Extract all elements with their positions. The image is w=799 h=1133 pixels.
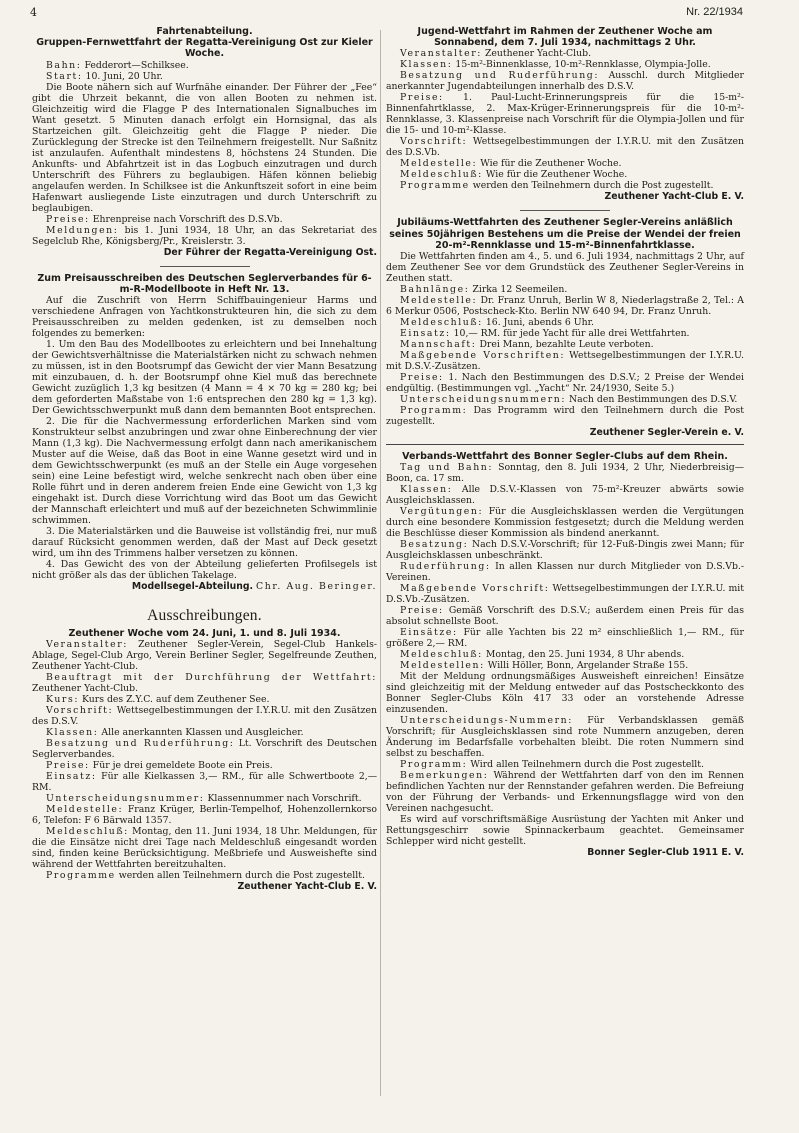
field-value: Alle D.S.V.-Klassen von 75-m²-Kreuzer abwärts sowie Ausgleichsklassen.: [386, 484, 744, 507]
field-label: Einsatz:: [46, 771, 97, 783]
field-label: Meldestelle:: [400, 158, 478, 170]
section-jubilaeums-wettfahrten: [386, 217, 744, 438]
field-klassen: [32, 727, 377, 738]
field-label: Tag und Bahn:: [400, 462, 494, 474]
field-label: Meldeschluß:: [400, 317, 483, 329]
field-value: Wird allen Teilnehmern durch die Post zugestellt.: [470, 759, 704, 771]
signature: Zeuthener Yacht-Club E. V.: [604, 191, 744, 203]
body-paragraph: 2. Die für die Nachvermessung erforderlichen Marken sind vom Konstrukteur selbst anzubringen und zwar ohne Einberechnung der vier Mann (1,3 kg). Die Nachvermessung erfolgt dann nach amerikanischem Muster auf die Weise, daß das Boot in eine Wanne gesetzt wird und in dem Gewichtsschwerpunkt (es muß an der Stelle ein Auge vorgesehen sein) eine Leine befestigt wird, welche senkrecht nach oben über eine Rolle führt und in deren anderem freien Ende eine Gewicht von 1,3 kg eingehakt ist. Durch diese Vorrichtung wird das Boot um das Gewicht der Mannschaft erleichtert und muß auf der bezeichneten Schwimmlinie schwimmen.: [32, 416, 377, 527]
field-value: Zeuthener Yacht-Club.: [32, 683, 139, 695]
field-label: Unterscheidungsnummern:: [400, 394, 567, 406]
field-label: Programme: [400, 180, 470, 192]
field-programm: [386, 759, 744, 770]
field-value: werden allen Teilnehmern durch die Post zugestellt.: [118, 870, 365, 882]
field-label: Preise:: [400, 372, 444, 384]
field-value: Ausschl. durch Mitglieder anerkannter Jugendabteilungen innerhalb des D.S.V.: [386, 70, 744, 93]
field-programm: [386, 405, 744, 427]
body-paragraph: Die Boote nähern sich auf Wurfnähe einander. Der Führer der „Fee“ gibt die Uhrzeit bekannt, die von allen Booten zu nehmen ist. Gleichzeitig wird die Flagge P des Internationalen Signalbuches im Want gesetzt. 5 Minuten danach erfolgt ein Hornsignal, das als Startzeichen gilt. Gleichzeitig geht die Flagge P nieder. Die Zurücklegung der Strecke ist den Teilnehmern freigestellt. Nur Saßnitz ist anzulaufen. Aufenthalt mindestens 8, höchstens 24 Stunden. Die Ankunfts- und Abfahrtzeit ist in das Logbuch einzutragen und durch Unterschrift des Führers zu beglaubigen. Häfen können beliebig angelaufen werden. In Schilksee ist die Ankunftszeit sofort in eine beim Hafenwart ausliegende Liste einzutragen und durch Unterschrift zu beglaubigen.: [32, 81, 377, 214]
field-label: Veranstalter:: [46, 639, 128, 651]
field-label: Vorschrift:: [400, 136, 468, 148]
field-meldestelle: [32, 804, 377, 826]
body-paragraph: Die Wettfahrten finden am 4., 5. und 6. Juli 1934, nachmittags 2 Uhr, auf dem Zeuthener See vor dem Grundstück des Zeuthener Segler-Vereins in Zeuthen statt.: [386, 251, 744, 285]
field-klassen: [386, 484, 744, 506]
field-label: Meldeschluß:: [400, 649, 483, 661]
field-besatzung: [386, 70, 744, 92]
field-veranstalter: [386, 48, 744, 59]
body-paragraph: 4. Das Gewicht des von der Abteilung gelieferten Profilsegels ist nicht größer als das der üblichen Takelage.: [32, 559, 377, 582]
field-value: Gemäß Vorschrift des D.S.V.; außerdem einen Preis für das absolut schnellste Boot.: [386, 605, 744, 628]
field-value: werden den Teilnehmern durch die Post zugestellt.: [472, 180, 714, 192]
field-value: 10. Juni, 20 Uhr.: [85, 70, 163, 82]
field-value: Wie für die Zeuthener Woche.: [485, 169, 628, 181]
field-massgebende-vorschriften: [386, 350, 744, 372]
section-ausschreibungen: [32, 606, 377, 892]
field-label: Bahnlänge:: [400, 284, 470, 296]
field-label: Einsatz:: [400, 328, 451, 340]
signature: Bonner Segler-Club 1911 E. V.: [587, 847, 744, 859]
field-value: Wie für die Zeuthener Woche.: [480, 158, 622, 170]
field-label: Vergütungen:: [400, 506, 484, 518]
field-klassen: [386, 59, 744, 70]
body-paragraph: Es wird auf vorschriftsmäßige Ausrüstung der Yachten mit Anker und Rettungsgeschirr sowie Spinnackerbaum geachtet. Gemeinsamer Schlepper wird nicht gestellt.: [386, 814, 744, 848]
field-tag-und-bahn: [386, 462, 744, 484]
field-value: Sonntag, den 8. Juli 1934, 2 Uhr, Niederbreisig—Boon, ca. 17 sm.: [386, 462, 744, 485]
field-value: Alle anerkannten Klassen und Ausgleicher.: [101, 727, 304, 739]
field-value: Zeuthener Segler-Verein, Segel-Club Hankels-Ablage, Segel-Club Argo, Verein Berliner Segler, Segelfreunde Zeuthen, Zeuthener Yacht-Club.: [32, 639, 377, 673]
field-value: Das Programm wird den Teilnehmern durch die Post zugestellt.: [386, 405, 744, 428]
field-label: Meldeschluß:: [46, 826, 129, 838]
issue-number: Nr. 22/1934: [686, 6, 743, 18]
field-label: Klassen:: [400, 59, 453, 71]
field-besatzung: [32, 738, 377, 760]
field-value: Für je drei gemeldete Boote ein Preis.: [92, 760, 273, 772]
field-unterscheidungsnummer: [32, 793, 377, 804]
field-value: Wettsegelbestimmungen der I.Y.R.U. mit den Zusätzen des D.S.Vb.: [386, 136, 744, 159]
page-header: [0, 6, 799, 26]
field-label: Ruderführung:: [400, 561, 491, 573]
field-value: Für alle Yachten bis 22 m² einschließlich 1,— RM., für größere 2,— RM.: [386, 627, 744, 650]
field-label: Besatzung und Ruderführung:: [46, 738, 235, 750]
section-bonner-verbands-wettfahrt: [386, 451, 744, 858]
field-value: Nach D.S.V.-Vorschrift; für 12-Fuß-Dingis zwei Mann; für Ausgleichsklassen unbeschränkt.: [386, 539, 744, 562]
field-label: Preise:: [400, 605, 444, 617]
field-preise: [386, 92, 744, 136]
field-value: In allen Klassen nur durch Mitglieder von D.S.Vb.-Vereinen.: [386, 561, 744, 584]
field-label: Programm:: [400, 759, 468, 771]
left-column: [32, 26, 377, 892]
body-paragraph: Mit der Meldung ordnungsmäßiges Ausweisheft einreichen! Einsätze sind gleichzeitig mit der Meldung entweder auf das Postscheckkonto des Bonner Segler-Clubs Köln 417 33 oder an vorstehende Adresse einzusenden.: [386, 671, 744, 716]
field-einsatz: [386, 328, 744, 339]
field-value: Lt. Vorschrift des Deutschen Seglerverbandes.: [32, 738, 377, 761]
signature: [32, 581, 377, 592]
field-value: Wettsegelbestimmungen der I.Y.R.U. mit den Zusätzen des D.S.V.: [32, 705, 377, 728]
signature: Zeuthener Segler-Verein e. V.: [589, 427, 744, 439]
field-meldeschluss: [386, 649, 744, 660]
field-meldeschluss: [386, 169, 744, 180]
section-fahrtenabteilung: [32, 26, 377, 258]
field-value: Kurs des Z.Y.C. auf dem Zeuthener See.: [82, 694, 270, 706]
field-preise: [386, 372, 744, 394]
section-separator: [386, 444, 744, 445]
field-value: 1. Paul-Lucht-Erinnerungspreis für die 15-m²-Binnenfahrtklasse, 2. Max-Krüger-Erinnerungspreis für die 10-m²-Rennklasse, 3. Klassenpreise nach Vorschrift für die Olympia-Jollen und für die 15- und 10-m²-Klasse.: [386, 92, 744, 137]
field-label: Besatzung und Ruderführung:: [400, 70, 600, 82]
signature: Der Führer der Regatta-Vereinigung Ost.: [163, 246, 377, 258]
field-besatzung: [386, 539, 744, 561]
field-label: Bahn:: [46, 59, 82, 71]
field-einsatz: [32, 771, 377, 793]
field-programme: [386, 180, 744, 191]
field-preise: [32, 214, 377, 225]
field-value: Franz Krüger, Berlin-Tempelhof, Hohenzollernkorso 6, Telefon: F 6 Bärwald 1357.: [32, 804, 377, 827]
field-label: Mannschaft:: [400, 339, 477, 351]
field-value: Für die Ausgleichsklassen werden die Vergütungen durch eine besondere Kommission festgesetzt; durch die Meldung werden die Beschlüsse dieser Kommission als bindend anerkannt.: [386, 506, 744, 540]
field-label: Preise:: [46, 213, 90, 225]
field-start: [32, 71, 377, 82]
body-paragraph: Auf die Zuschrift von Herrn Schiffbauingenieur Harms und verschiedene Anfragen von Yachtkonstrukteuren hin, die sich zu dem Preisausschreiben zu melden gedenken, ist zu demselben noch folgendes zu bemerken:: [32, 295, 377, 340]
field-value: Drei Mann, bezahlte Leute verboten.: [479, 339, 654, 351]
section-title: Verbands-Wettfahrt des Bonner Segler-Clubs auf dem Rhein.: [402, 451, 728, 463]
section-title: Fahrtenabteilung.: [156, 26, 253, 37]
field-value: Für Verbandsklassen gemäß Vorschrift; für Ausgleichsklassen sind rote Nummern anzugeben, deren Änderung im Bedarfsfalle vorbehalten bleibt. Die roten Nummern sind selbst zu beschaffen.: [386, 715, 744, 760]
field-value: Willi Höller, Bonn, Argelander Straße 155.: [487, 660, 689, 672]
field-label: Meldestelle:: [400, 295, 478, 307]
field-value: 16. Juni, abends 6 Uhr.: [485, 317, 594, 329]
field-label: Programme: [46, 870, 116, 882]
column-divider: [380, 30, 381, 1096]
section-separator: [160, 266, 250, 267]
section-separator: [520, 210, 610, 211]
field-label: Preise:: [46, 760, 90, 772]
signature-name: Chr. Aug. Beringer.: [256, 581, 377, 593]
section-preisausschreiben: [32, 273, 377, 592]
field-value: Zirka 12 Seemeilen.: [472, 284, 568, 296]
field-label: Klassen:: [400, 484, 453, 496]
field-meldungen: [32, 225, 377, 247]
field-label: Klassen:: [46, 727, 99, 739]
field-value: Nach den Bestimmungen des D.S.V.: [569, 394, 738, 406]
right-column: [386, 26, 744, 858]
field-label: Beauftragt mit der Durchführung der Wettfahrt:: [46, 672, 377, 684]
field-vorschrift: [386, 136, 744, 158]
section-heading: Ausschreibungen.: [147, 607, 262, 625]
field-value: Klassennummer nach Vorschrift.: [207, 793, 362, 805]
field-value: Während der Wettfahrten darf von den im Rennen befindlichen Yachten nur der Rennstander gefahren werden. Die Befreiung von der Führung der Verbands- und Erkennungsflagge wird von den Vereinen nachgesucht.: [386, 770, 744, 815]
field-value: 15-m²-Binnenklasse, 10-m²-Rennklasse, Olympia-Jolle.: [455, 59, 711, 71]
field-preise: [32, 760, 377, 771]
field-bahnlaenge: [386, 284, 744, 295]
field-value: Montag, den 11. Juni 1934, 18 Uhr. Meldungen, für die die Einsätze nicht drei Tage nach Meldeschluß eingesandt worden sind, finden keine Berücksichtigung. Meßbriefe und Ausweishefte sind während der Wettfahrten bereitzuhalten.: [32, 826, 377, 871]
field-label: Maßgebende Vorschrift:: [400, 583, 550, 595]
signature-org: Modellsegel-Abteilung.: [131, 581, 254, 593]
field-mannschaft: [386, 339, 744, 350]
field-value: bis 1. Juni 1934, 18 Uhr, an das Sekretariat des Segelclub Rhe, Königsberg/Pr., Kreislerstr. 3.: [32, 224, 377, 247]
section-title: Jugend-Wettfahrt im Rahmen der Zeuthener Woche am Sonnabend, dem 7. Juli 1934, nachmittags 2 Uhr.: [417, 26, 713, 49]
field-value: Zeuthener Yacht-Club.: [484, 48, 592, 60]
field-meldeschluss: [32, 826, 377, 870]
field-ruderfuehrung: [386, 561, 744, 583]
field-label: Besatzung:: [400, 539, 469, 551]
field-label: Bemerkungen:: [400, 770, 489, 782]
section-title: Zeuthener Woche vom 24. Juni, 1. und 8. Juli 1934.: [68, 628, 341, 640]
page-number: 4: [30, 6, 37, 19]
signature: Zeuthener Yacht-Club E. V.: [237, 881, 377, 893]
field-programme: [32, 870, 377, 881]
field-value: Wettsegelbestimmungen der I.Y.R.U. mit D.S.V.-Zusätzen.: [386, 350, 744, 373]
field-label: Vorschrift:: [46, 705, 114, 717]
field-verguetungen: [386, 506, 744, 539]
field-meldestellen: [386, 660, 744, 671]
field-meldeschluss: [386, 317, 744, 328]
field-unterscheidungsnummern: [386, 394, 744, 405]
field-beauftragt: [32, 672, 377, 694]
field-label: Einsätze:: [400, 627, 458, 639]
field-label: Programm:: [400, 405, 468, 417]
section-title: Jubiläums-Wettfahrten des Zeuthener Segler-Vereins anläßlich seines 50jährigen Bestehens um die Preise der Wendei der freien 20-m²-Rennklasse und 15-m²-Binnenfahrtklasse.: [389, 217, 741, 251]
field-value: 10,— RM. für jede Yacht für alle drei Wettfahrten.: [453, 328, 690, 340]
field-value: Montag, den 25. Juni 1934, 8 Uhr abends.: [485, 649, 685, 661]
section-title: Zum Preisausschreiben des Deutschen Seglerverbandes für 6-m-R-Modellboote in Heft Nr. 13.: [37, 272, 372, 295]
body-paragraph: 1. Um den Bau des Modellbootes zu erleichtern und bei Innehaltung der Gewichtsverhältnisse die Materialstärken nicht zu schwach nehmen zu müssen, ist in den Bootsrumpf das Gewicht der vier Mann Besatzung mit einzubauen, d. h. der Bootsrumpf ohne Kiel muß das berechnete Gewicht zuzüglich 1,3 kg besitzen (4 Mann = 4 × 70 kg = 280 kg; bei dem geforderten Maßstabe von 1:6 entsprechen den 280 kg = 1,3 kg). Der Gewichtsschwerpunkt muß dann dem bemannten Boot entsprechen.: [32, 339, 377, 417]
field-einsaetze: [386, 627, 744, 649]
field-label: Unterscheidungsnummer:: [46, 793, 205, 805]
field-label: Veranstalter:: [400, 48, 482, 60]
field-value: Fedderort—Schilksee.: [84, 59, 189, 71]
field-bahn: [32, 60, 377, 71]
field-value: Ehrenpreise nach Vorschrift des D.S.Vb.: [92, 213, 283, 225]
field-preise: [386, 605, 744, 627]
field-label: Meldestelle:: [46, 804, 124, 816]
field-label: Unterscheidungs-Nummern:: [400, 715, 573, 727]
field-label: Preise:: [400, 92, 444, 104]
field-label: Maßgebende Vorschriften:: [400, 350, 566, 362]
field-value: Dr. Franz Unruh, Berlin W 8, Niederlagstraße 2, Tel.: A 6 Merkur 0506, Postscheck-Kto. Berlin NW 640 94, Dr. Franz Unruh.: [386, 295, 744, 318]
field-label: Start:: [46, 70, 83, 82]
body-paragraph: 3. Die Materialstärken und die Bauweise ist vollständig frei, nur muß darauf Rücksicht genommen werden, daß der Mast auf Deck gesetzt wird, um ihn des Trimmens halber versetzen zu können.: [32, 526, 377, 560]
field-vorschrift: [32, 705, 377, 727]
field-unterscheidungs-nummern: [386, 715, 744, 759]
field-value: 1. Nach den Bestimmungen des D.S.V.; 2 Preise der Wendei endgültig. (Bestimmungen vgl. „Yacht“ Nr. 24/1930, Seite 5.): [386, 372, 744, 395]
field-label: Meldungen:: [46, 224, 119, 236]
section-jugend-wettfahrt: [386, 26, 744, 202]
field-meldestelle: [386, 158, 744, 169]
field-label: Kurs:: [46, 694, 80, 706]
field-veranstalter: [32, 639, 377, 672]
field-label: Meldestellen:: [400, 660, 485, 672]
field-meldestelle: [386, 295, 744, 317]
field-value: Wettsegelbestimmungen der I.Y.R.U. mit D.S.Vb.-Zusätzen.: [386, 583, 744, 606]
field-bemerkungen: [386, 770, 744, 814]
field-value: Für alle Kielkassen 3,— RM., für alle Schwertboote 2,— RM.: [32, 771, 377, 794]
field-kurs: [32, 694, 377, 705]
field-massgebende-vorschrift: [386, 583, 744, 605]
section-subtitle: Gruppen-Fernwettfahrt der Regatta-Vereinigung Ost zur Kieler Woche.: [36, 37, 373, 60]
field-label: Meldeschluß:: [400, 169, 483, 181]
